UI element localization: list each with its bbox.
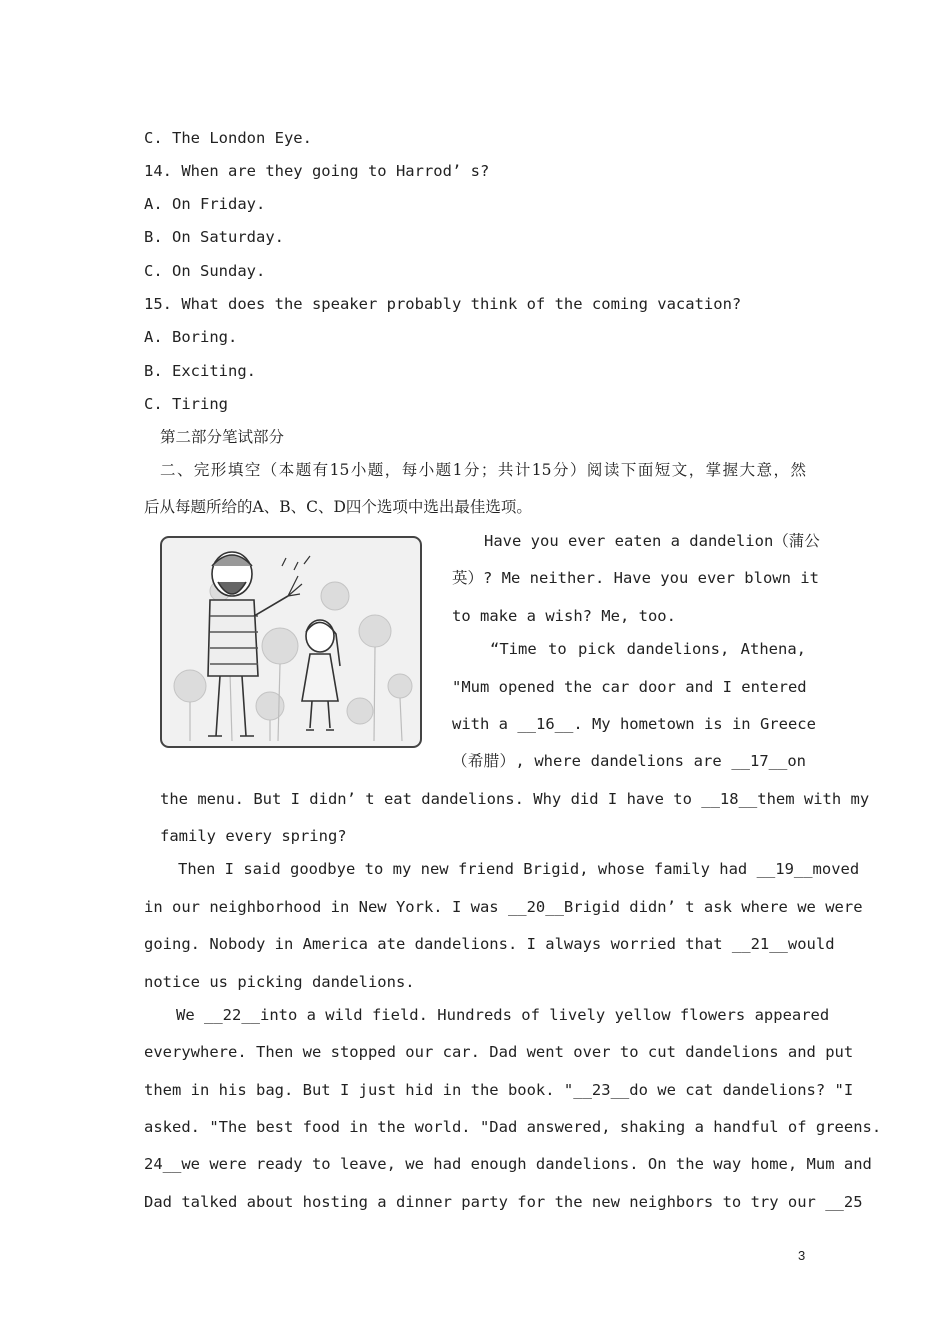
para3-line-6: Dad talked about hosting a dinner party for the new neighbors to try our __25 (144, 1193, 863, 1211)
q14-option-a: A. On Friday. (144, 195, 266, 213)
passage-line-7: （希腊）, where dandelions are __17__on (452, 752, 806, 770)
q15-option-b: B. Exciting. (144, 362, 256, 380)
para3-line-2: everywhere. Then we stopped our car. Dad went over to cut dandelions and put (144, 1043, 854, 1061)
passage-line-8: the menu. But I didn’ t eat dandelions. Why did I have to __18__them with my (160, 790, 870, 808)
part2-instruction-line2: 后从每题所给的A、B、C、D四个选项中选出最佳选项。 (144, 498, 532, 516)
q15-option-c: C. Tiring (144, 395, 228, 413)
para2-line-2: in our neighborhood in New York. I was __20__Brigid didn’ t ask where we were (144, 898, 863, 916)
q14-option-c: C. On Sunday. (144, 262, 266, 280)
q14-question: 14. When are they going to Harrod’ s? (144, 162, 490, 180)
part2-title: 第二部分笔试部分 (160, 428, 285, 446)
passage-line-3: to make a wish? Me, too. (452, 607, 676, 625)
q15-question: 15. What does the speaker probably think of the coming vacation? (144, 295, 742, 313)
passage-line-2: 英）? Me neither. Have you ever blown it (452, 569, 819, 587)
passage-line-1: Have you ever eaten a dandelion（蒲公 (484, 532, 820, 550)
para2-line-3: going. Nobody in America ate dandelions. I always worried that __21__would (144, 935, 835, 953)
page-number: 3 (798, 1248, 806, 1263)
q14-option-b: B. On Saturday. (144, 228, 284, 246)
para3-line-3: them in his bag. But I just hid in the book. "__23__do we cat dandelions? "I (144, 1081, 854, 1099)
q15-option-a: A. Boring. (144, 328, 238, 346)
para3-line-1: We __22__into a wild field. Hundreds of lively yellow flowers appeared (176, 1006, 830, 1024)
para3-line-4: asked. "The best food in the world. "Dad answered, shaking a handful of greens. (144, 1118, 882, 1136)
part2-instruction-line1: 二、完形填空（本题有15小题，每小题1分；共计15分）阅读下面短文，掌握大意，然 (160, 461, 806, 479)
passage-line-6: with a __16__. My hometown is in Greece (452, 715, 816, 733)
passage-line-5: "Mum opened the car door and I entered (452, 678, 807, 696)
passage-line-4: “Time to pick dandelions, Athena, (490, 640, 806, 658)
para2-line-4: notice us picking dandelions. (144, 973, 415, 991)
para3-line-5: 24__we were ready to leave, we had enough dandelions. On the way home, Mum and (144, 1155, 872, 1173)
passage-line-9: family every spring? (160, 827, 347, 845)
dandelion-illustration (160, 536, 422, 748)
q13-option-c: C. The London Eye. (144, 129, 312, 147)
para2-line-1: Then I said goodbye to my new friend Brigid, whose family had __19__moved (178, 860, 860, 878)
